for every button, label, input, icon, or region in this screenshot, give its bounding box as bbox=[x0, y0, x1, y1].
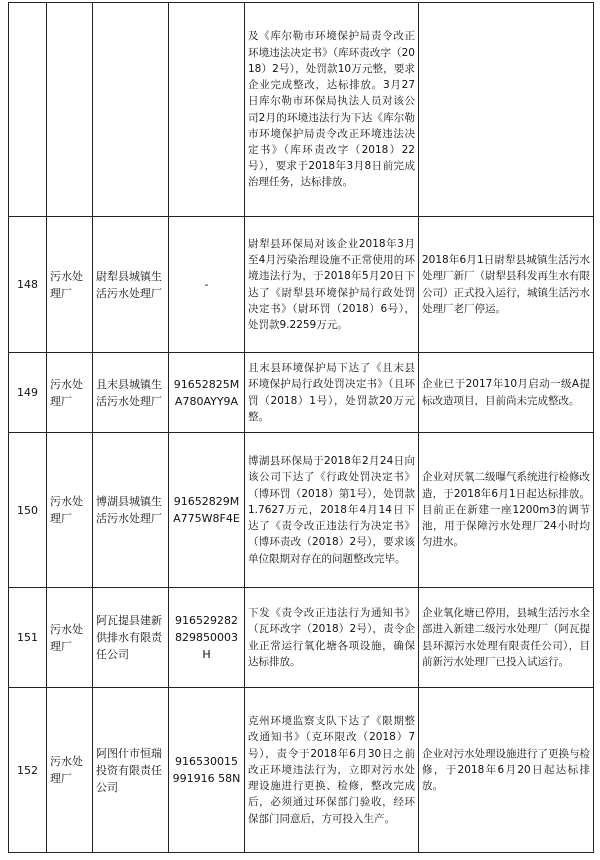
penalty-details: 及《库尔勒市环境保护局责令改正环境违法决定书》（库环责改字（2018）2号），处罚款10万元整，要求企业完成整改，达标排放。3月27日库尔勒市环保局执法人员对该公司2月的环境违法行为下达《库尔勒市环境保护局责令改正环境违法决定书》（库环责改字（2018）22号），要求于2018年3月8日前完成治理任务，达标排放。 bbox=[245, 3, 419, 217]
facility-name: 尉犁县城镇生活污水处理厂 bbox=[93, 217, 169, 353]
credit-code bbox=[169, 3, 245, 217]
penalty-details: 下发《责令改正违法行为通知书》（瓦环改字（2018）2号），责令企业正常运行氧化塘各项设施，确保达标排放。 bbox=[245, 588, 419, 688]
penalty-details: 且末县环境保护局下达了《且末县环境保护局行政处罚决定书》（且环罚（2018）1号），处罚款20万元整。 bbox=[245, 353, 419, 433]
facility-name: 阿图什市恒瑞投资有限责任公司 bbox=[93, 688, 169, 853]
rectification-status: 企业对厌氧二级曝气系统进行检修改造，于2018年6月1日起达标排放。目前正在新建一座1200m3的调节池，用于保障污水处理厂24小时均匀进水。 bbox=[419, 433, 594, 588]
rectification-status bbox=[419, 3, 594, 217]
table-row bbox=[9, 353, 594, 433]
rectification-status: 企业氧化塘已停用，县城生活污水全部进入新建二级污水处理厂（阿瓦提县环源污水处理有限责任公司），目前新污水处理厂已投入试运行。 bbox=[419, 588, 594, 688]
facility-name: 阿瓦提县建新供排水有限责任公司 bbox=[93, 588, 169, 688]
row-number: 151 bbox=[9, 588, 47, 688]
enforcement-table bbox=[8, 2, 594, 853]
penalty-details: 博湖县环保局于2018年2月24日向该公司下达了《行政处罚决定书》（博环罚（2018）第1号），处罚款1.7627万元，2018年4月14日下达了《责令改正违法行为决定书》（博环责改（2018）2号），要求该单位限期对存在的问题整改完毕。 bbox=[245, 433, 419, 588]
row-number: 149 bbox=[9, 353, 47, 433]
credit-code: 916529282829850003H bbox=[169, 588, 245, 688]
facility-name: 且末县城镇生活污水处理厂 bbox=[93, 353, 169, 433]
facility-type: 污水处理厂 bbox=[47, 433, 93, 588]
credit-code: 916530015991916 58N bbox=[169, 688, 245, 853]
facility-name: 博湖县城镇生活污水处理厂 bbox=[93, 433, 169, 588]
row-number: 148 bbox=[9, 217, 47, 353]
row-number: 150 bbox=[9, 433, 47, 588]
penalty-details: 尉犁县环保局对该企业2018年3月至4月污染治理设施不正常使用的环境违法行为，于2018年5月20日下达了《尉犁县环境保护局行政处罚决定书》（尉环罚（2018）6号），处罚款9.2259万元。 bbox=[245, 217, 419, 353]
rectification-status: 企业已于2017年10月启动一级A提标改造项目，目前尚未完成整改。 bbox=[419, 353, 594, 433]
credit-code: - bbox=[169, 217, 245, 353]
penalty-details: 克州环境监察支队下达了《限期整改通知书》（克环限改（2018）7号），责令于2018年6月30日之前改正环境违法行为，立即对污水处理设施进行更换、检修，整改完成后，必须通过环保部门验收，经环保部门同意后，方可投入生产。 bbox=[245, 688, 419, 853]
table-row bbox=[9, 688, 594, 853]
table-row bbox=[9, 217, 594, 353]
facility-type: 污水处理厂 bbox=[47, 688, 93, 853]
table-row bbox=[9, 588, 594, 688]
facility-type: 污水处理厂 bbox=[47, 353, 93, 433]
credit-code: 91652829MA775W8F4E bbox=[169, 433, 245, 588]
row-number bbox=[9, 3, 47, 217]
table-row bbox=[9, 3, 594, 217]
row-number: 152 bbox=[9, 688, 47, 853]
facility-type: 污水处理厂 bbox=[47, 217, 93, 353]
rectification-status: 企业对污水处理设施进行了更换与检修，于2018年6月20日起达标排放。 bbox=[419, 688, 594, 853]
facility-name bbox=[93, 3, 169, 217]
credit-code: 91652825MA780AYY9A bbox=[169, 353, 245, 433]
facility-type bbox=[47, 3, 93, 217]
table-row bbox=[9, 433, 594, 588]
rectification-status: 2018年6月1日尉犁县城镇生活污水处理厂新厂（尉犁县科发再生水有限公司）正式投入运行，城镇生活污水处理厂老厂停运。 bbox=[419, 217, 594, 353]
facility-type: 污水处理厂 bbox=[47, 588, 93, 688]
